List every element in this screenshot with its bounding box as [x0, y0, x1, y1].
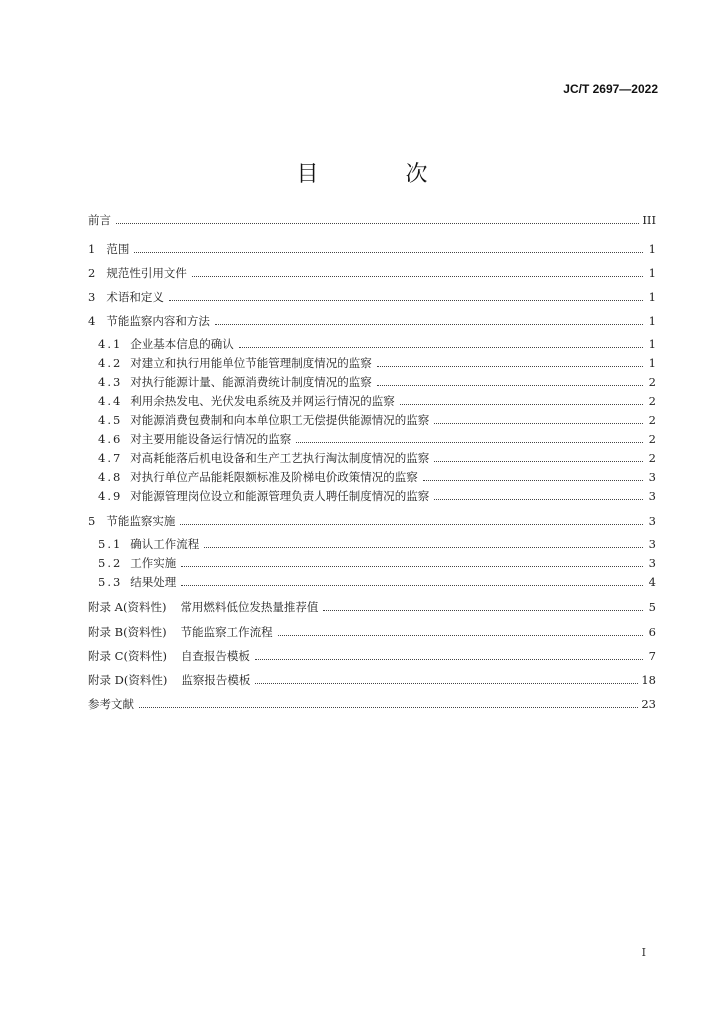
toc-dot-leader	[139, 706, 638, 708]
toc-dot-leader	[323, 609, 643, 611]
toc-entry-page: 3	[648, 470, 656, 484]
toc-entry-page: 2	[648, 451, 656, 465]
toc-entry-number: 5	[88, 514, 96, 528]
toc-entry-page: 3	[648, 514, 656, 528]
toc-dot-leader	[169, 299, 643, 301]
toc-entry[interactable]	[88, 697, 656, 711]
toc-entry-page: 1	[648, 356, 656, 370]
toc-entry-number: 附录 C(资料性)	[88, 649, 167, 663]
toc-entry[interactable]	[88, 514, 656, 528]
toc-entry-number: 5.3	[98, 575, 123, 589]
page-number: I	[641, 946, 646, 959]
toc-dot-leader	[434, 422, 643, 424]
toc-entry-page: 3	[648, 489, 656, 503]
toc-entry-title: 监察报告模板	[181, 673, 251, 687]
toc-entry-page: III	[642, 213, 656, 227]
toc-entry-page: 1	[648, 266, 656, 280]
toc-entry[interactable]	[98, 489, 656, 503]
toc-entry-number: 附录 A(资料性)	[88, 600, 167, 614]
toc-entry[interactable]	[98, 413, 656, 427]
toc-entry-title: 对执行能源计量、能源消费统计制度情况的监察	[130, 375, 372, 389]
toc-entry-title: 对建立和执行用能单位节能管理制度情况的监察	[130, 356, 372, 370]
toc-entry-number: 4.1	[98, 337, 123, 351]
toc-entry-title: 参考文献	[88, 697, 134, 711]
toc-entry-page: 1	[648, 314, 656, 328]
toc-entry-title: 确认工作流程	[130, 537, 200, 551]
toc-dot-leader	[423, 479, 643, 481]
toc-dot-leader	[180, 523, 643, 525]
toc-entry-title: 对主要用能设备运行情况的监察	[130, 432, 292, 446]
toc-entry[interactable]	[88, 600, 656, 614]
toc-dot-leader	[434, 460, 643, 462]
toc-entry-number: 3	[88, 290, 96, 304]
toc-entry[interactable]	[98, 432, 656, 446]
toc-entry[interactable]	[88, 625, 656, 639]
toc-entry[interactable]	[98, 337, 656, 351]
toc-entry-page: 2	[648, 375, 656, 389]
toc-entry-number: 4.4	[98, 394, 123, 408]
toc-entry-page: 1	[648, 242, 656, 256]
toc-entry[interactable]	[98, 556, 656, 570]
toc-entry-title: 常用燃料低位发热量推荐值	[180, 600, 319, 614]
toc-dot-leader	[255, 658, 643, 660]
toc-dot-leader	[377, 384, 643, 386]
toc-entry[interactable]	[88, 213, 656, 227]
toc-dot-leader	[215, 323, 643, 325]
toc-entry-title: 对执行单位产品能耗限额标准及阶梯电价政策情况的监察	[130, 470, 418, 484]
toc-entry-page: 2	[648, 432, 656, 446]
toc-entry-title: 节能监察内容和方法	[106, 314, 210, 328]
toc-entry-number: 附录 D(资料性)	[88, 673, 168, 687]
toc-entry-title: 自查报告模板	[180, 649, 250, 663]
toc-entry[interactable]	[88, 242, 656, 256]
toc-dot-leader	[239, 346, 643, 348]
toc-title: 目 次	[296, 162, 468, 187]
toc-entry[interactable]	[98, 470, 656, 484]
toc-entry-number: 4.7	[98, 451, 123, 465]
toc-entry-title: 对能源消费包费制和向本单位职工无偿提供能源情况的监察	[130, 413, 430, 427]
toc-entry-number: 4.6	[98, 432, 123, 446]
toc-entry-title: 前言	[88, 213, 111, 227]
toc-dot-leader	[296, 441, 643, 443]
toc-entry-number: 1	[88, 242, 96, 256]
toc-entry-page: 3	[648, 537, 656, 551]
toc-entry-number: 附录 B(资料性)	[88, 625, 167, 639]
toc-entry[interactable]	[88, 673, 656, 687]
toc-entry-title: 范围	[106, 242, 130, 256]
toc-entry-title: 对能源管理岗位设立和能源管理负责人聘任制度情况的监察	[130, 489, 430, 503]
toc-entry-title: 规范性引用文件	[106, 266, 187, 280]
toc-entry-number: 5.2	[98, 556, 123, 570]
toc-entry[interactable]	[98, 394, 656, 408]
toc-entry[interactable]	[98, 537, 656, 551]
toc-entry-page: 1	[648, 337, 656, 351]
toc-dot-leader	[255, 682, 638, 684]
toc-entry-number: 4.5	[98, 413, 123, 427]
toc-entry-page: 6	[648, 625, 656, 639]
toc-dot-leader	[181, 565, 643, 567]
toc-dot-leader	[400, 403, 643, 405]
toc-entry-number: 4.3	[98, 375, 123, 389]
toc-entry-number: 4	[88, 314, 96, 328]
toc-entry-page: 4	[648, 575, 656, 589]
toc-entry-title: 对高耗能落后机电设备和生产工艺执行淘汰制度情况的监察	[130, 451, 430, 465]
toc-entry-page: 5	[648, 600, 656, 614]
toc-entry-number: 5.1	[98, 537, 123, 551]
toc-dot-leader	[377, 365, 643, 367]
toc-entry-page: 2	[648, 413, 656, 427]
toc-dot-leader	[192, 275, 643, 277]
toc-dot-leader	[434, 498, 643, 500]
toc-entry-number: 4.9	[98, 489, 123, 503]
toc-entry-title: 结果处理	[130, 575, 177, 589]
toc-entry-page: 2	[648, 394, 656, 408]
toc-entry[interactable]	[98, 575, 656, 589]
toc-entry-title: 节能监察工作流程	[180, 625, 273, 639]
toc-entry-title: 企业基本信息的确认	[130, 337, 234, 351]
toc-entry-number: 2	[88, 266, 96, 280]
toc-entry[interactable]	[88, 649, 656, 663]
toc-entry[interactable]	[88, 290, 656, 304]
toc-entry-page: 7	[648, 649, 656, 663]
toc-entry-number: 4.8	[98, 470, 123, 484]
toc-entry-page: 23	[641, 697, 656, 711]
toc-entry-page: 18	[641, 673, 656, 687]
toc-entry-page: 1	[648, 290, 656, 304]
document-code: JC/T 2697—2022	[563, 82, 658, 96]
toc-entry[interactable]	[98, 375, 656, 389]
toc-entry-title: 利用余热发电、光伏发电系统及并网运行情况的监察	[130, 394, 395, 408]
toc-dot-leader	[134, 251, 643, 253]
toc-entry-title: 工作实施	[130, 556, 177, 570]
toc-entry[interactable]	[88, 314, 656, 328]
toc-entry[interactable]	[98, 451, 656, 465]
toc-dot-leader	[204, 546, 643, 548]
toc-entry-title: 术语和定义	[106, 290, 164, 304]
toc-entry-title: 节能监察实施	[106, 514, 176, 528]
toc-dot-leader	[116, 222, 639, 224]
toc-entry-page: 3	[648, 556, 656, 570]
toc-entry[interactable]	[88, 266, 656, 280]
toc-entry-number: 4.2	[98, 356, 123, 370]
toc-dot-leader	[278, 634, 643, 636]
toc-entry[interactable]	[98, 356, 656, 370]
toc-dot-leader	[181, 584, 643, 586]
